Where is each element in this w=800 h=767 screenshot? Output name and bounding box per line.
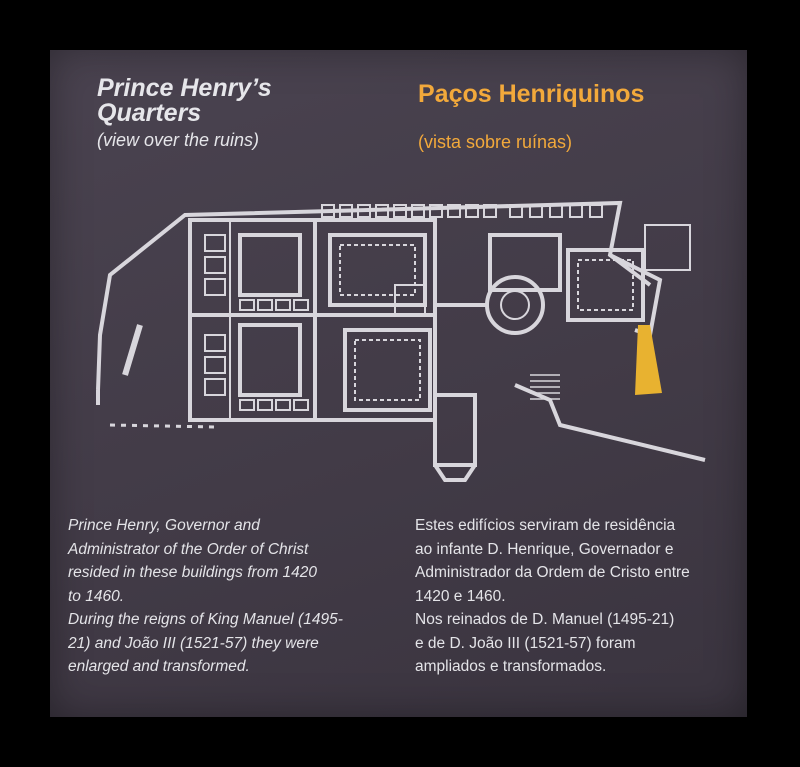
floor-plan-map [90,195,710,485]
text-line: Administrador da Ordem de Cristo entre [415,564,690,581]
text-line: 1420 e 1460. [415,587,506,605]
text-line: ampliados e transformados. [415,658,607,675]
text-line: ao infante D. Henrique, Governador e [415,540,674,558]
text-line: to 1460. [68,587,125,605]
title-portuguese: Paços Henriquinos [418,80,645,108]
subtitle-english: (view over the ruins) [97,130,260,150]
text-line: Prince Henry, Governor and [68,517,260,534]
paragraph-english [68,514,388,679]
text-line: resided in these buildings from 1420 [68,564,318,581]
paragraph-portuguese [415,514,735,679]
text-line: enlarged and transformed. [68,658,250,675]
text-line: Estes edifícios serviram de residência [415,517,676,534]
information-sign [50,50,747,717]
text-line: Administrator of the Order of Christ [68,540,309,558]
subtitle-portuguese: (vista sobre ruínas) [418,132,573,152]
text-line: During the reigns of King Manuel (1495- [68,611,343,628]
text-line: e de D. João III (1521-57) foram [415,634,636,652]
highlighted-area [635,325,662,395]
title-english: Prince Henry’s Quarters [97,74,272,127]
text-line: 21) and João III (1521-57) they were [68,634,319,652]
text-line: Nos reinados de D. Manuel (1495-21) [415,611,675,628]
